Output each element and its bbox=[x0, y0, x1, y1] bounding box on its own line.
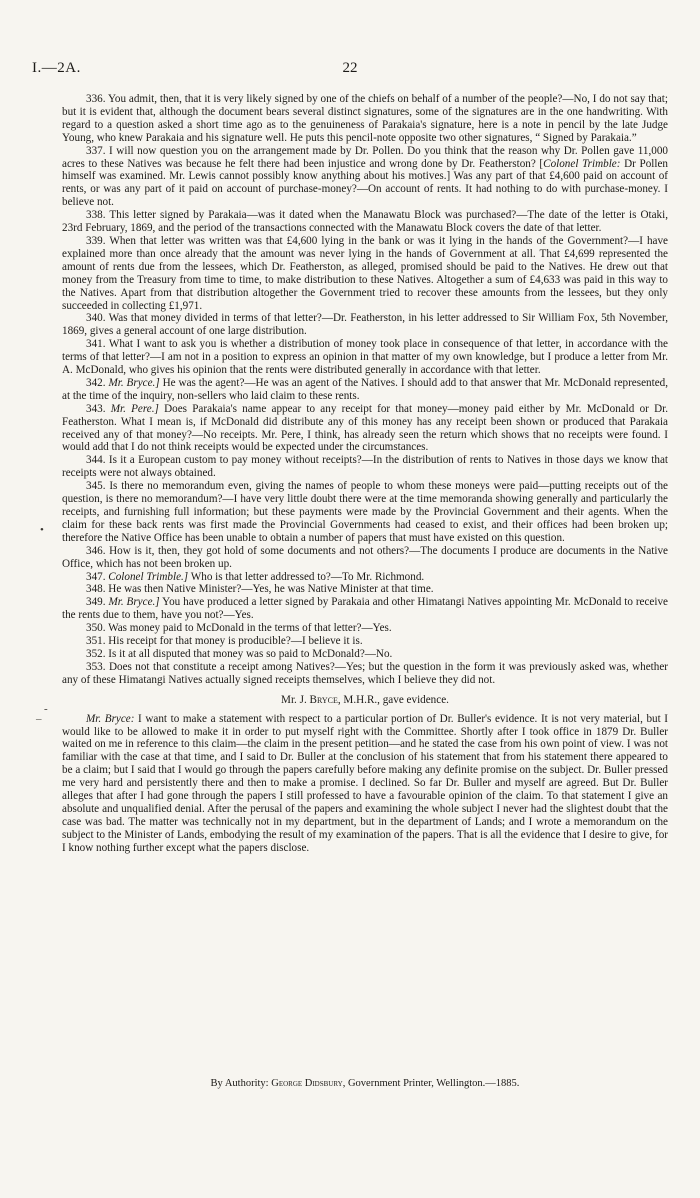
page-header bbox=[32, 60, 668, 80]
speaker-name: Mr. Bryce.] bbox=[108, 376, 160, 389]
paragraph-text: Does Parakaia's name appear to any receipt for that money—money paid either by Mr. McDonald or Dr. Featherston. What I mean is, if McDonald did distribute any of this money has any receipt been shown or produced that Parakaia received any of that money?—No receipts. Mr. Pere, I think, has already seen the return which shows that no receipts were found. I would add that I do not think receipts would be expected under the circumstances. bbox=[62, 402, 668, 454]
document-body bbox=[62, 93, 668, 855]
printer-imprint: By Authority: George Didsbury, Government Printer, Wellington.—1885. bbox=[210, 1078, 520, 1089]
speaker-name: Colonel Trimble.] bbox=[108, 570, 189, 583]
question-paragraph bbox=[62, 312, 668, 338]
question-number: 349. bbox=[86, 596, 106, 609]
section-heading: Mr. J. Bryce, M.H.R., gave evidence. bbox=[281, 693, 449, 706]
paragraph-text: This letter signed by Parakaia—was it dated when the Manawatu Block was purchased?—The date of the letter is Otaki, 23rd February, 1869, and the period of the transactions connected with the Manawatu Block covers the date of that letter. bbox=[62, 209, 668, 235]
paragraph-text: Dr Pollen himself was examined. Mr. Lewis cannot possibly know anything about his motives.] Was any part of that £4,600 paid on account of rents, or was any part of it paid on account of purchase-money?—On account of rents. It had nothing to do with purchase-money. I believe not. bbox=[62, 157, 668, 209]
question-number: 338. bbox=[86, 209, 106, 222]
paragraph-text: How is it, then, they got hold of some documents and not others?—The documents I produce are documents in the Native Office, which has not been broken up. bbox=[62, 544, 669, 570]
question-paragraph bbox=[62, 622, 668, 635]
question-number: 336. bbox=[86, 93, 106, 105]
paragraph-text: Who is that letter addressed to?—To Mr. Richmond. bbox=[188, 570, 425, 583]
question-number: 351. bbox=[86, 635, 106, 648]
paragraph-text: You admit, then, that it is very likely signed by one of the chiefs on behalf of a number of the people?—No, I do not say that; but it is evident that, although the document bears several distinct signatures, some of the signatures are in the one handwriting. With regard to a question asked a short time ago as to the genuineness of Parakaia's signature, here is a note in pencil by the late Judge Young, who knew Parakaia and his signature well. He puts this pencil-note opposite two other signatures, “ Signed by Parakaia.” bbox=[62, 93, 668, 144]
question-number: 337. bbox=[86, 144, 106, 157]
question-number: 352. bbox=[86, 647, 106, 660]
speaker-name: Colonel Trimble: bbox=[543, 157, 621, 170]
question-answer-list bbox=[62, 93, 668, 687]
speaker-name: Mr. Bryce.] bbox=[108, 596, 160, 609]
paragraph-text: I want to make a statement with respect to a particular portion of Dr. Buller's evidence. It is not very material, but I would like to be allowed to make it in order to put myself right with the Committee. Shortly after I took office in 1879 Dr. Buller waited on me in reference to this claim—the claim in the present petition—and he stated the case from his own point of view. I was not familiar with the case at that time, and I said to Dr. Buller at the conclusion of his statement that from his statement there appeared to be a claim; but I said that I would go through the papers carefully before making any definite promise on the subject. Dr. Buller pressed me very hard and persistently there and then to make a promise. I declined. So far Dr. Buller and myself are agreed. But Dr. Buller alleges that after I had gone through the papers I still professed to have a favourable opinion of the claim. To that statement I give an absolute and unqualified denial. After the perusal of the papers and examining the whole subject I never had the slightest doubt that the case was bad. The matter was technically not in my department, but in the department of Lands; and I wrote a memorandum on the subject to the Minister of Lands, embodying the result of my examination of the papers. That is all the evidence that I desire to give, for I know nothing further except what the papers disclose. bbox=[62, 712, 668, 854]
question-paragraph bbox=[62, 235, 668, 312]
question-number: 340. bbox=[86, 312, 106, 325]
question-number: 346. bbox=[86, 544, 106, 557]
question-number: 345. bbox=[86, 480, 106, 493]
paragraph-text: He was then Native Minister?—Yes, he was Native Minister at that time. bbox=[108, 583, 434, 596]
page-number: 22 bbox=[342, 60, 358, 76]
question-paragraph bbox=[62, 635, 668, 648]
question-paragraph bbox=[62, 93, 668, 145]
paragraph-text: What I want to ask you is whether a distribution of money took place in consequence of that letter, in accordance with the terms of that letter?—I am not in a position to express an opinion in that matter of my own knowledge, but I produce a letter from Mr. A. McDonald, who gives his opinion that the rents were distributed generally in accordance with that letter. bbox=[62, 338, 668, 377]
question-paragraph bbox=[62, 661, 668, 687]
question-paragraph bbox=[62, 571, 668, 584]
question-paragraph bbox=[62, 454, 668, 480]
question-number: 344. bbox=[86, 454, 106, 467]
paragraph-text: His receipt for that money is producible?—I believe it is. bbox=[108, 635, 363, 648]
paragraph-text: Does not that constitute a receipt among Natives?—Yes; but the question in the form it was previously asked was, whether any of these Himatangi Natives actually signed receipts themselves, which I believe they did not. bbox=[62, 660, 668, 686]
paragraph-text: Is it a European custom to pay money without receipts?—In the distribution of rents to Natives in those days we know that receipts were not always obtained. bbox=[62, 454, 668, 480]
question-number: 350. bbox=[86, 622, 106, 635]
margin-dash-mark: - bbox=[44, 703, 48, 715]
margin-bullet-mark: • bbox=[40, 524, 44, 536]
speaker-name: Mr. Pere.] bbox=[110, 402, 159, 415]
question-paragraph bbox=[62, 583, 668, 596]
question-paragraph bbox=[62, 480, 668, 545]
question-paragraph bbox=[62, 338, 668, 377]
question-paragraph bbox=[62, 377, 668, 403]
speaker-name: Mr. Bryce: bbox=[86, 712, 135, 725]
question-paragraph bbox=[62, 545, 668, 571]
question-number: 342. bbox=[86, 376, 106, 389]
question-number: 339. bbox=[86, 234, 106, 247]
paragraph-text: Is there no memorandum even, giving the names of people to whom these moneys were paid—putting receipts out of the question, is there no memorandum?—I have very little doubt there were at the time memoranda showing generally and particularly the receipts, and furnishing full information; but these payments were made by the Provincial Government and their agents. When the claim for these back rents was first made the Provincial Governments had ceased to exist, and their offices had been broken up; therefore the Native Office has been unable to obtain a number of papers that must have existed on this question. bbox=[62, 480, 668, 544]
question-paragraph bbox=[62, 209, 668, 235]
question-number: 343. bbox=[86, 402, 106, 415]
paragraph-text: You have produced a letter signed by Parakaia and other Himatangi Natives appointing Mr. McDonald to receive the rents due to them, have you not?—Yes. bbox=[62, 596, 668, 622]
paragraph-text: Is it at all disputed that money was so paid to McDonald?—No. bbox=[108, 647, 393, 660]
paragraph-text: I will now question you on the arrangement made by Dr. Pollen. Do you think that the reason why Dr. Pollen gave 11,000 acres to these Natives was because he felt there had been injustice and wrong done by Dr. Featherston? [ bbox=[62, 144, 668, 170]
evidence-paragraph bbox=[62, 713, 668, 855]
paragraph-text: He was the agent?—He was an agent of the Natives. I should add to that answer that Mr. McDonald represented, at the time of the inquiry, non-sellers who laid claim to these rents. bbox=[62, 376, 668, 402]
document-reference: I.—2A. bbox=[32, 60, 81, 76]
question-paragraph bbox=[62, 648, 668, 661]
question-paragraph bbox=[62, 596, 668, 622]
margin-dash-mark: – bbox=[36, 713, 42, 725]
paragraph-text: When that letter was written was that £4,600 lying in the bank or was it lying in the hands of the Government?—I have explained more than once already that the amount was never lying in the hands of Government at all. That £4,699 represented the amount of rents due from the lessees, which Dr. Featherston, as alleged, promised should be paid to the Natives. He drew out that money from the Treasury from time to time, to make distribution to these Natives. Altogether a sum of £4,633 was paid in this way to the Natives. Apart from that distribution altogether the Government tried to recover these amounts from the lessees, but they only succeeded in collecting £1,971. bbox=[62, 234, 668, 312]
question-number: 348. bbox=[86, 583, 106, 596]
paragraph-text: Was money paid to McDonald in the terms of that letter?—Yes. bbox=[108, 622, 392, 635]
question-paragraph bbox=[62, 145, 668, 210]
question-number: 341. bbox=[86, 338, 106, 351]
paragraph-text: Was that money divided in terms of that letter?—Dr. Featherston, in his letter addressed to Sir William Fox, 5th November, 1869, gives a general account of one large distribution. bbox=[62, 312, 669, 338]
question-number: 353. bbox=[86, 660, 106, 673]
question-number: 347. bbox=[86, 570, 106, 583]
question-paragraph bbox=[62, 403, 668, 455]
